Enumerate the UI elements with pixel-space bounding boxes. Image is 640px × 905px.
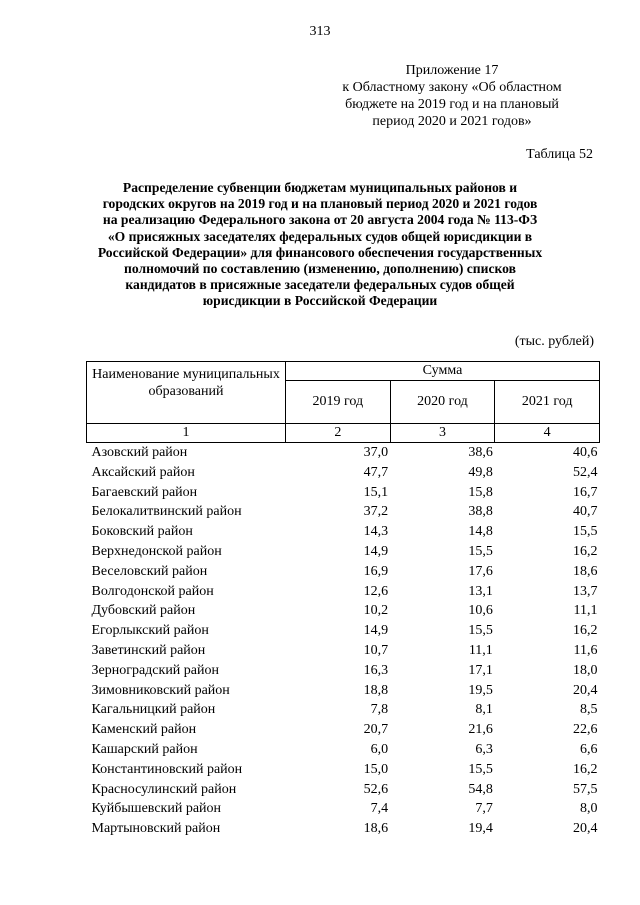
page-number: 313 [309, 24, 331, 39]
value-2019: 16,9 [363, 563, 389, 579]
column-number: 3 [390, 424, 495, 443]
value-2021: 11,1 [573, 603, 598, 619]
municipality-name: Константиновский район [91, 761, 243, 777]
title-line: юрисдикции в Российской Федерации [202, 293, 438, 309]
value-2019: 14,9 [363, 543, 389, 559]
value-2020: 15,5 [468, 623, 493, 639]
value-2019: 37,0 [363, 445, 389, 460]
value-2020: 10,6 [468, 603, 493, 619]
appendix-line: к Областному закону «Об областном [342, 80, 562, 95]
header-year-2021: 2021 год [495, 381, 600, 424]
value-2021: 8,0 [580, 801, 598, 817]
table-row [87, 582, 600, 602]
table-row [87, 542, 600, 562]
table-number: Таблица 52 [526, 147, 593, 162]
municipality-name: Каменский район [91, 722, 197, 738]
table-row [87, 799, 600, 819]
value-2019: 7,8 [370, 702, 389, 718]
table-row [87, 502, 600, 522]
value-2020: 13,1 [468, 583, 493, 599]
header-name: Наименование муниципальных образований [87, 362, 286, 424]
value-2020: 21,6 [468, 722, 493, 738]
table-row [87, 720, 600, 740]
municipality-name: Багаевский район [91, 484, 198, 500]
value-2021: 16,2 [573, 761, 598, 777]
value-2021: 8,5 [580, 702, 598, 718]
municipality-name: Азовский район [91, 445, 188, 460]
value-2020: 19,4 [468, 821, 493, 837]
value-2020: 15,5 [468, 761, 493, 777]
appendix-header [312, 62, 592, 130]
municipality-name: Красносулинский район [91, 781, 237, 797]
column-number: 2 [286, 424, 391, 443]
municipality-name: Боковский район [91, 524, 193, 540]
municipality-name: Волгодонской район [91, 583, 214, 599]
municipality-name: Кашарский район [91, 741, 198, 757]
subvention-table [86, 361, 600, 839]
table-row [87, 681, 600, 701]
title-line: Распределение субвенции бюджетам муниципальных районов и [122, 180, 518, 195]
value-2020: 15,5 [468, 543, 493, 559]
value-2019: 47,7 [363, 464, 389, 480]
value-2020: 38,8 [468, 504, 493, 520]
value-2020: 14,8 [468, 524, 493, 540]
municipality-name: Веселовский район [91, 563, 208, 579]
table-row [87, 463, 600, 483]
municipality-name: Кагальницкий район [91, 702, 216, 718]
value-2020: 6,3 [475, 741, 493, 757]
value-2020: 11,1 [468, 642, 493, 658]
value-2020: 17,1 [468, 662, 493, 678]
table-row [87, 562, 600, 582]
appendix-line: Приложение 17 [405, 63, 499, 78]
table-row [87, 483, 600, 503]
municipality-name: Егорлыкский район [91, 623, 209, 639]
table-body [87, 443, 600, 839]
value-2021: 20,4 [573, 682, 598, 698]
value-2019: 15,0 [363, 761, 389, 777]
value-2021: 57,5 [573, 781, 598, 797]
title-line: Российской Федерации» для финансового обеспечения государственных [97, 244, 543, 260]
table-row [87, 661, 600, 681]
table-row [87, 819, 600, 839]
value-2021: 40,6 [573, 445, 598, 460]
value-2021: 11,6 [573, 642, 598, 658]
title-line: «О присяжных заседателях федеральных судов общей юрисдикции в [107, 228, 533, 244]
value-2020: 19,5 [468, 682, 493, 698]
value-2019: 37,2 [363, 504, 389, 520]
value-2020: 17,6 [468, 563, 493, 579]
value-2019: 18,6 [363, 821, 389, 837]
value-2021: 22,6 [573, 722, 598, 738]
value-2020: 7,7 [475, 801, 493, 817]
value-2021: 6,6 [580, 741, 598, 757]
header-year-2020: 2020 год [390, 381, 495, 424]
value-2021: 52,4 [573, 464, 598, 480]
table-row [87, 760, 600, 780]
table-row [87, 621, 600, 641]
title-line: на реализацию Федерального закона от 20 августа 2004 года № 113-ФЗ [102, 212, 538, 228]
municipality-name: Верхнедонской район [91, 543, 222, 559]
table-row [87, 522, 600, 542]
table-row [87, 601, 600, 621]
appendix-line: период 2020 и 2021 годов» [372, 114, 532, 129]
appendix-line: бюджете на 2019 год и на плановый [345, 97, 559, 112]
title-line: городских округов на 2019 год и на плановый период 2020 и 2021 годов [102, 196, 538, 212]
document-title [70, 180, 570, 310]
value-2021: 13,7 [573, 583, 598, 599]
municipality-name: Куйбышевский район [91, 801, 222, 817]
value-2019: 12,6 [363, 583, 389, 599]
table-row [87, 780, 600, 800]
value-2019: 10,2 [363, 603, 389, 619]
value-2019: 14,9 [363, 623, 389, 639]
value-2020: 38,6 [468, 445, 493, 460]
value-2021: 16,7 [573, 484, 598, 500]
column-number: 4 [495, 424, 600, 443]
value-2020: 15,8 [468, 484, 493, 500]
value-2019: 16,3 [363, 662, 389, 678]
municipality-name: Белокалитвинский район [91, 504, 242, 520]
municipality-name: Дубовский район [91, 603, 196, 619]
title-line: полномочий по составлению (изменению, дополнению) списков [124, 261, 516, 277]
title-line: кандидатов в присяжные заседатели федеральных судов общей [125, 277, 515, 293]
header-year-2019: 2019 год [286, 381, 391, 424]
value-2020: 49,8 [468, 464, 493, 480]
value-2020: 54,8 [468, 781, 493, 797]
value-2021: 16,2 [573, 623, 598, 639]
table-row [87, 740, 600, 760]
table-row [87, 641, 600, 661]
value-2019: 15,1 [363, 484, 389, 500]
value-2021: 18,0 [573, 662, 598, 678]
table-row [87, 443, 600, 463]
header-sum: Сумма [286, 362, 600, 381]
table-row [87, 700, 600, 720]
value-2019: 6,0 [370, 741, 389, 757]
municipality-name: Зерноградский район [91, 662, 219, 678]
value-2021: 40,7 [573, 504, 598, 520]
value-2019: 14,3 [363, 524, 389, 540]
municipality-name: Аксайский район [91, 464, 195, 480]
value-2021: 15,5 [573, 524, 598, 540]
value-2019: 7,4 [370, 801, 389, 817]
value-2021: 16,2 [573, 543, 598, 559]
value-2019: 52,6 [363, 781, 389, 797]
units-label: (тыс. рублей) [514, 334, 594, 349]
column-number: 1 [87, 424, 286, 443]
municipality-name: Зимовниковский район [91, 682, 230, 698]
value-2019: 18,8 [363, 682, 389, 698]
municipality-name: Мартыновский район [91, 821, 221, 837]
value-2019: 20,7 [363, 722, 389, 738]
value-2019: 10,7 [363, 642, 389, 658]
municipality-name: Заветинский район [91, 642, 206, 658]
value-2020: 8,1 [475, 702, 493, 718]
value-2021: 18,6 [573, 563, 598, 579]
value-2021: 20,4 [573, 821, 598, 837]
